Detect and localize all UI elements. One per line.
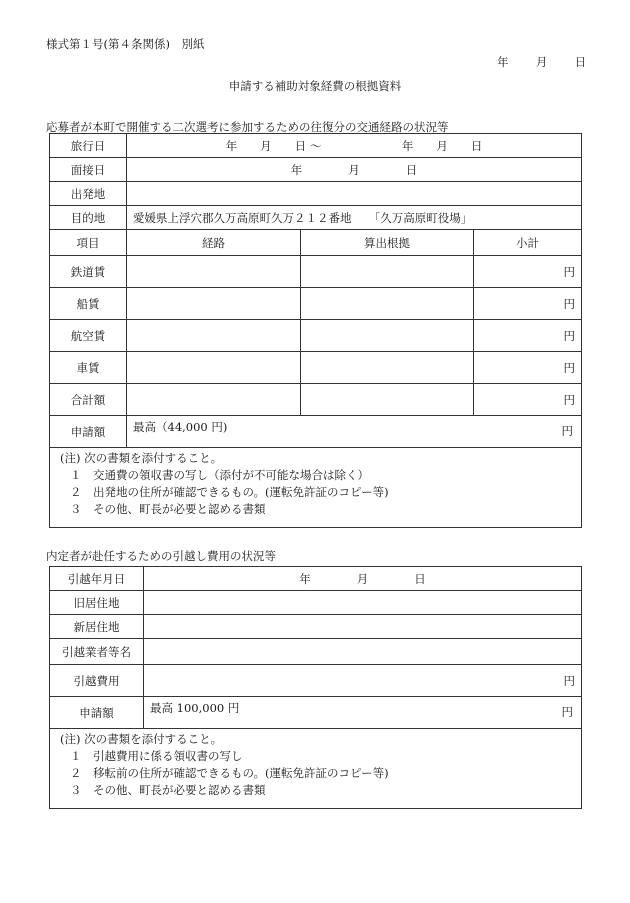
request-amount-row [50,416,582,448]
route-field[interactable] [127,256,301,288]
moving-cost-row [50,665,582,697]
subtotal-field[interactable]: 円 [474,384,582,416]
date-day: 日 [574,55,587,69]
move-date-row [50,567,582,591]
transport-table [49,133,582,528]
old-address-field[interactable] [144,591,582,615]
destination-value: 愛媛県上浮穴郡久万高原町久万２１２番地 「久万高原町役場」 [127,206,582,230]
request-amount-field[interactable] [127,416,582,448]
moving-cost-field[interactable]: 円 [144,665,582,697]
note-item: １ 交通費の領収書の写し（添付が不可能な場合は除く） [70,468,369,482]
interview-date-row [50,158,582,182]
new-address-row [50,615,582,639]
note-item: ３ その他、町長が必要と認める書類 [70,783,266,797]
date-month: 月 [535,55,548,69]
mover-field[interactable] [144,639,582,665]
col-header-item: 項目 [50,230,127,256]
document-title: 申請する補助対象経費の根拠資料 [228,79,402,93]
request-amount-label: 申請額 [50,697,144,729]
note-item: ２ 移転前の住所が確認できるもの。(運転免許証のコピー等) [70,766,389,780]
request-unit: 円 [561,705,573,719]
row-label-rail: 鉄道賃 [50,256,127,288]
travel-date-value[interactable]: 年 月 日 ～ 年 月 日 [127,134,582,158]
interview-date-value[interactable]: 年 月 日 [127,158,582,182]
request-amount-field[interactable] [144,697,582,729]
interview-date-label: 面接日 [50,158,127,182]
subtotal-field[interactable]: 円 [474,288,582,320]
row-label-ship: 船賃 [50,288,127,320]
note-item: １ 引越費用に係る領収書の写し [70,749,243,763]
departure-row [50,182,582,206]
old-address-label: 旧居住地 [50,591,144,615]
basis-field[interactable] [301,352,474,384]
mover-row [50,639,582,665]
subtotal-field[interactable]: 円 [474,320,582,352]
row-label-air: 航空賃 [50,320,127,352]
destination-row [50,206,582,230]
move-date-value[interactable]: 年 月 日 [144,567,582,591]
date-year: 年 [497,55,509,69]
section1-heading: 応募者が本町で開催する二次選考に参加するための往復分の交通経路の状況等 [46,120,449,134]
column-header-row [50,230,582,256]
section2-heading: 内定者が赴任するための引越し費用の状況等 [46,549,276,563]
request-amount-row [50,697,582,729]
request-max-text: 最高（44,000 円) [133,420,228,434]
col-header-subtotal: 小計 [474,230,582,256]
departure-field[interactable] [127,182,582,206]
route-field[interactable] [127,288,301,320]
table-row [50,384,582,416]
travel-date-label: 旅行日 [50,134,127,158]
basis-field[interactable] [301,320,474,352]
old-address-row [50,591,582,615]
route-field[interactable] [127,320,301,352]
table-row [50,288,582,320]
travel-date-row [50,134,582,158]
moving-cost-label: 引越費用 [50,665,144,697]
departure-label: 出発地 [50,182,127,206]
notes [50,729,582,809]
table-row [50,256,582,288]
note-heading: (注) 次の書類を添付すること。 [60,732,223,746]
form-number: 様式第１号(第４条関係) 別紙 [46,37,205,51]
table-row [50,320,582,352]
new-address-label: 新居住地 [50,615,144,639]
destination-label: 目的地 [50,206,127,230]
row-label-car: 車賃 [50,352,127,384]
route-field[interactable] [127,352,301,384]
header-date [497,54,586,70]
note-item: ２ 出発地の住所が確認できるもの。(運転免許証のコピー等) [70,485,389,499]
basis-field[interactable] [301,288,474,320]
basis-field[interactable] [301,256,474,288]
subtotal-field[interactable]: 円 [474,352,582,384]
col-header-basis: 算出根拠 [301,230,474,256]
request-amount-label: 申請額 [50,416,127,448]
notes [50,448,582,528]
table-row [50,352,582,384]
note-heading: (注) 次の書類を添付すること。 [60,451,223,465]
moving-table [49,566,582,809]
request-unit: 円 [561,424,574,438]
route-field[interactable] [127,384,301,416]
mover-label: 引越業者等名 [50,639,144,665]
col-header-route: 経路 [127,230,301,256]
row-label-total: 合計額 [50,384,127,416]
move-date-label: 引越年月日 [50,567,144,591]
request-max-text: 最高 100,000 円 [150,701,240,715]
basis-field[interactable] [301,384,474,416]
notes-row [50,448,582,528]
subtotal-field[interactable]: 円 [474,256,582,288]
notes-row [50,729,582,809]
note-item: ３ その他、町長が必要と認める書類 [70,502,266,516]
new-address-field[interactable] [144,615,582,639]
